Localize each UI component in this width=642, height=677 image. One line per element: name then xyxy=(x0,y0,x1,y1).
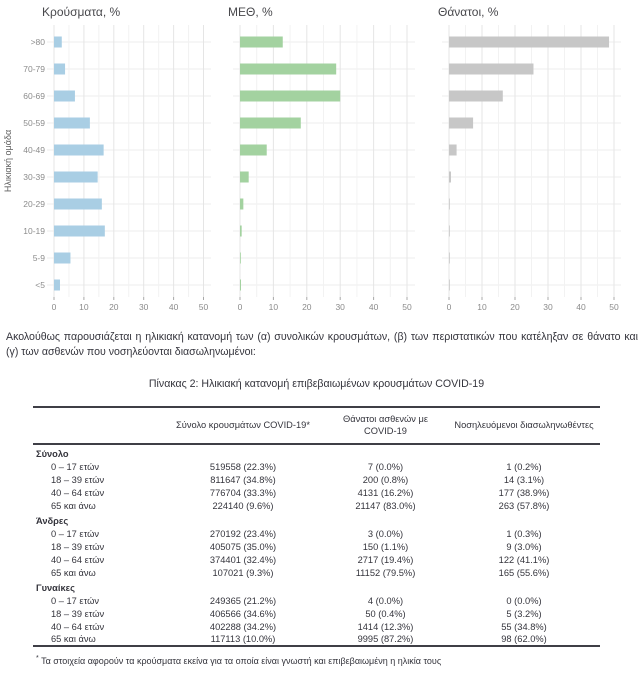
bar-30-39 xyxy=(449,172,451,183)
svg-text:20: 20 xyxy=(109,302,119,312)
intubated-value: 177 (38.9%) xyxy=(498,487,550,498)
bar-20-29 xyxy=(54,199,102,210)
svg-text:30: 30 xyxy=(138,302,149,312)
svg-text:50-59: 50-59 xyxy=(23,118,45,128)
deaths-value: 21147 (83.0%) xyxy=(355,500,416,511)
bar-30-39 xyxy=(54,172,98,183)
cases-value: 402288 (34.2%) xyxy=(209,621,277,632)
intubated-value: 0 (0.0%) xyxy=(506,595,542,606)
table-row xyxy=(33,473,600,486)
deaths-value: 11152 (79.5%) xyxy=(355,567,416,578)
row-label: 0 – 17 ετών xyxy=(51,595,100,606)
svg-text:40: 40 xyxy=(168,302,179,312)
bar-10-19 xyxy=(449,226,450,237)
svg-text:30: 30 xyxy=(335,302,345,312)
bar-40-49 xyxy=(54,145,104,156)
deaths-value: 3 (0.0%) xyxy=(367,528,404,539)
cases-value: 406566 (34.6%) xyxy=(209,608,277,619)
bar-60-69 xyxy=(240,91,340,102)
column-header-deaths: Θάνατοι ασθενών με COVID-19 xyxy=(323,407,448,444)
chart-title: ΜΕΘ, % xyxy=(228,5,273,19)
deaths-value: 7 (0.0%) xyxy=(367,461,404,472)
svg-text:>80: >80 xyxy=(30,37,45,47)
svg-text:40-49: 40-49 xyxy=(23,145,45,155)
bar-40-49 xyxy=(240,145,267,156)
chart-icu xyxy=(228,5,415,312)
deaths-value: 50 (0.4%) xyxy=(365,608,406,619)
bar-<5 xyxy=(240,280,241,291)
row-label: 65 και άνω xyxy=(51,500,96,511)
row-label: 0 – 17 ετών xyxy=(51,528,100,539)
svg-text:50: 50 xyxy=(609,302,619,312)
svg-text:20: 20 xyxy=(510,302,520,312)
bar->80 xyxy=(54,37,62,48)
svg-text:0: 0 xyxy=(446,302,452,312)
table-header-row xyxy=(33,407,600,444)
footnote-marker: * xyxy=(36,655,39,662)
svg-text:10-19: 10-19 xyxy=(23,226,45,236)
chart-title: Κρούσματα, % xyxy=(42,5,121,19)
row-label: 18 – 39 ετών xyxy=(51,608,105,619)
svg-text:50: 50 xyxy=(402,302,412,312)
intubated-value: 263 (57.8%) xyxy=(498,500,550,511)
table-row xyxy=(33,499,600,512)
cases-value: 249365 (21.2%) xyxy=(209,595,277,606)
svg-text:10: 10 xyxy=(268,302,279,312)
cases-value: 811647 (34.8%) xyxy=(210,474,276,485)
row-label: 40 – 64 ετών xyxy=(51,621,105,632)
footnote-text: Τα στοιχεία αφορούν τα κρούσματα εκείνα για τα οποία είναι γνωστή και επιβεβαιωμένη η ηλικία τους xyxy=(41,656,442,666)
svg-text:40: 40 xyxy=(576,302,586,312)
cases-value: 776704 (33.3%) xyxy=(209,487,277,498)
table-row xyxy=(33,607,600,620)
row-label: 40 – 64 ετών xyxy=(51,554,105,565)
row-label: 18 – 39 ετών xyxy=(51,474,105,485)
svg-text:<5: <5 xyxy=(35,280,45,290)
svg-text:0: 0 xyxy=(51,302,57,312)
table-row xyxy=(33,620,600,633)
row-label: 18 – 39 ετών xyxy=(51,541,105,552)
deaths-value: 200 (0.8%) xyxy=(362,474,409,485)
bar-60-69 xyxy=(54,91,75,102)
deaths-value: 150 (1.1%) xyxy=(362,541,409,552)
intubated-value: 5 (3.2%) xyxy=(506,608,542,619)
deaths-value: 1414 (12.3%) xyxy=(357,621,414,632)
bar-5-9 xyxy=(54,253,70,264)
bar-60-69 xyxy=(449,91,503,102)
intubated-value: 1 (0.2%) xyxy=(506,461,542,472)
bar->80 xyxy=(240,37,283,48)
chart-title: Θάνατοι, % xyxy=(438,5,499,19)
cases-value: 270192 (23.4%) xyxy=(209,528,277,539)
bar-70-79 xyxy=(54,64,65,75)
table-title: Πίνακας 2: Ηλικιακή κατανομή επιβεβαιωμένων κρουσμάτων COVID-19 xyxy=(148,378,485,390)
cases-value: 117113 (10.0%) xyxy=(163,633,323,646)
table-row xyxy=(33,633,600,646)
row-label: 0 – 17 ετών xyxy=(51,461,100,472)
table-footnote xyxy=(36,655,441,666)
table-row xyxy=(33,460,600,473)
svg-text:5-9: 5-9 xyxy=(32,253,45,263)
table-row xyxy=(33,527,600,540)
svg-text:30: 30 xyxy=(543,302,553,312)
deaths-value: 4 (0.0%) xyxy=(367,595,404,606)
bar-10-19 xyxy=(54,226,105,237)
cases-value: 224140 (9.6%) xyxy=(212,500,274,511)
column-header-intubated: Νοσηλευόμενοι διασωληνωθέντες xyxy=(448,407,600,444)
svg-text:30-39: 30-39 xyxy=(23,172,45,182)
intubated-value: 165 (55.6%) xyxy=(498,567,550,578)
intro-paragraph: Ακολούθως παρουσιάζεται η ηλικιακή κατανομή των (α) συνολικών κρουσμάτων, (β) των περιστατικών που κατέληξαν σε θάνατο και (γ) των ασθενών που νοσηλεύονται διασωληνωμένοι: xyxy=(6,331,638,359)
cases-value: 107021 (9.3%) xyxy=(212,567,274,578)
deaths-value: 2717 (19.4%) xyxy=(357,554,414,565)
svg-text:0: 0 xyxy=(237,302,243,312)
age-distribution-table xyxy=(33,406,600,647)
intubated-value: 122 (41.1%) xyxy=(498,554,550,565)
bar-5-9 xyxy=(240,253,241,264)
cases-value: 519558 (22.3%) xyxy=(209,461,277,472)
column-header-empty xyxy=(33,407,163,444)
table-row xyxy=(33,486,600,499)
svg-text:10: 10 xyxy=(79,302,89,312)
row-label: 40 – 64 ετών xyxy=(51,487,105,498)
section-header-total: Σύνολο xyxy=(36,449,69,460)
column-header-cases: Σύνολο κρουσμάτων COVID-19* xyxy=(163,407,323,444)
table-row xyxy=(33,540,600,553)
svg-text:60-69: 60-69 xyxy=(23,91,45,101)
bar-20-29 xyxy=(240,199,243,210)
svg-text:10: 10 xyxy=(477,302,487,312)
bar->80 xyxy=(449,37,609,48)
bar-<5 xyxy=(54,280,60,291)
svg-text:70-79: 70-79 xyxy=(23,64,45,74)
table-row xyxy=(33,553,600,566)
section-header-women: Γυναίκες xyxy=(36,583,75,594)
bar-5-9 xyxy=(449,253,450,264)
bar-50-59 xyxy=(54,118,90,129)
row-label: 65 και άνω xyxy=(51,567,96,578)
row-label: 65 και άνω xyxy=(33,633,163,646)
svg-text:20: 20 xyxy=(302,302,312,312)
intubated-value: 14 (3.1%) xyxy=(503,474,545,485)
intubated-value: 98 (62.0%) xyxy=(448,633,600,646)
intubated-value: 9 (3.0%) xyxy=(506,541,542,552)
chart-deaths xyxy=(438,5,621,312)
age-distribution-charts xyxy=(0,0,642,322)
intubated-value: 55 (34.8%) xyxy=(501,621,547,632)
chart-cases xyxy=(3,5,211,312)
deaths-value: 4131 (16.2%) xyxy=(357,487,414,498)
deaths-value: 9995 (87.2%) xyxy=(323,633,448,646)
bar-30-39 xyxy=(240,172,249,183)
svg-text:20-29: 20-29 xyxy=(23,199,45,209)
svg-text:50: 50 xyxy=(198,302,209,312)
cases-value: 405075 (35.0%) xyxy=(209,541,277,552)
section-header-men: Άνδρες xyxy=(36,516,69,527)
bar-50-59 xyxy=(449,118,473,129)
bar-50-59 xyxy=(240,118,301,129)
bar-70-79 xyxy=(449,64,533,75)
table-row xyxy=(33,594,600,607)
table-row xyxy=(33,566,600,579)
cases-value: 374401 (32.4%) xyxy=(209,554,277,565)
bar-<5 xyxy=(449,280,450,291)
bar-70-79 xyxy=(240,64,336,75)
intubated-value: 1 (0.3%) xyxy=(506,528,542,539)
svg-text:40: 40 xyxy=(368,302,379,312)
bar-20-29 xyxy=(449,199,450,210)
y-axis-title: Ηλικιακή ομάδα xyxy=(3,129,13,193)
bar-40-49 xyxy=(449,145,457,156)
bar-10-19 xyxy=(240,226,242,237)
